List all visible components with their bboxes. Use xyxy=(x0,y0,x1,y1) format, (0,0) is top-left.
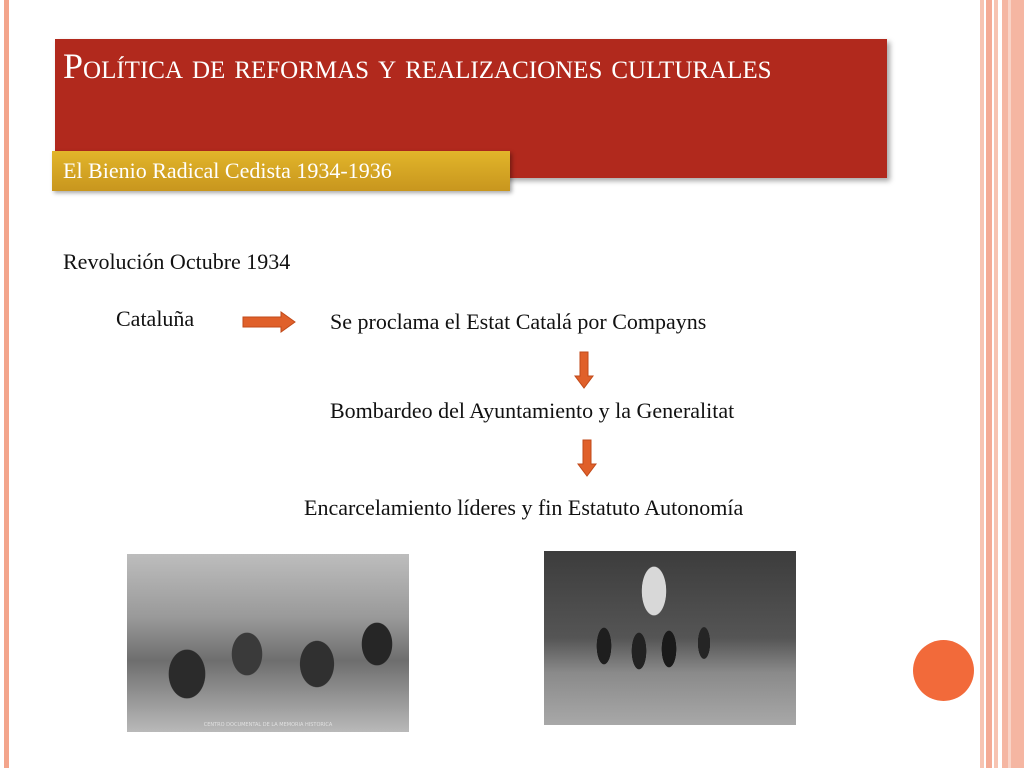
slide-title: Política de reformas y realizaciones culturales xyxy=(63,46,772,86)
event-2: Bombardeo del Ayuntamiento y la Generalitat xyxy=(330,398,735,423)
right-decor-stripe xyxy=(986,0,992,768)
event-3: Encarcelamiento líderes y fin Estatuto Autonomía xyxy=(304,495,744,520)
down-arrow-icon xyxy=(574,350,594,390)
section-heading: Revolución Octubre 1934 xyxy=(63,249,291,274)
left-decor-stripe xyxy=(4,0,9,768)
soldiers-photo xyxy=(127,554,409,732)
right-decor-stripe xyxy=(994,0,998,768)
region-label: Cataluña xyxy=(116,306,195,331)
slide-subtitle: El Bienio Radical Cedista 1934-1936 xyxy=(63,158,392,183)
down-arrow-icon xyxy=(577,438,597,478)
right-decor-stripe xyxy=(980,0,984,768)
right-decor-stripe xyxy=(1008,0,1011,768)
plaza-photo xyxy=(544,551,796,725)
photo-caption: CENTRO DOCUMENTAL DE LA MEMORIA HISTÓRICA xyxy=(203,722,333,728)
decor-circle xyxy=(913,640,974,701)
right-decor-stripe xyxy=(1002,0,1024,768)
event-1: Se proclama el Estat Catalá por Compayns xyxy=(330,309,707,334)
right-arrow-icon xyxy=(241,311,297,333)
